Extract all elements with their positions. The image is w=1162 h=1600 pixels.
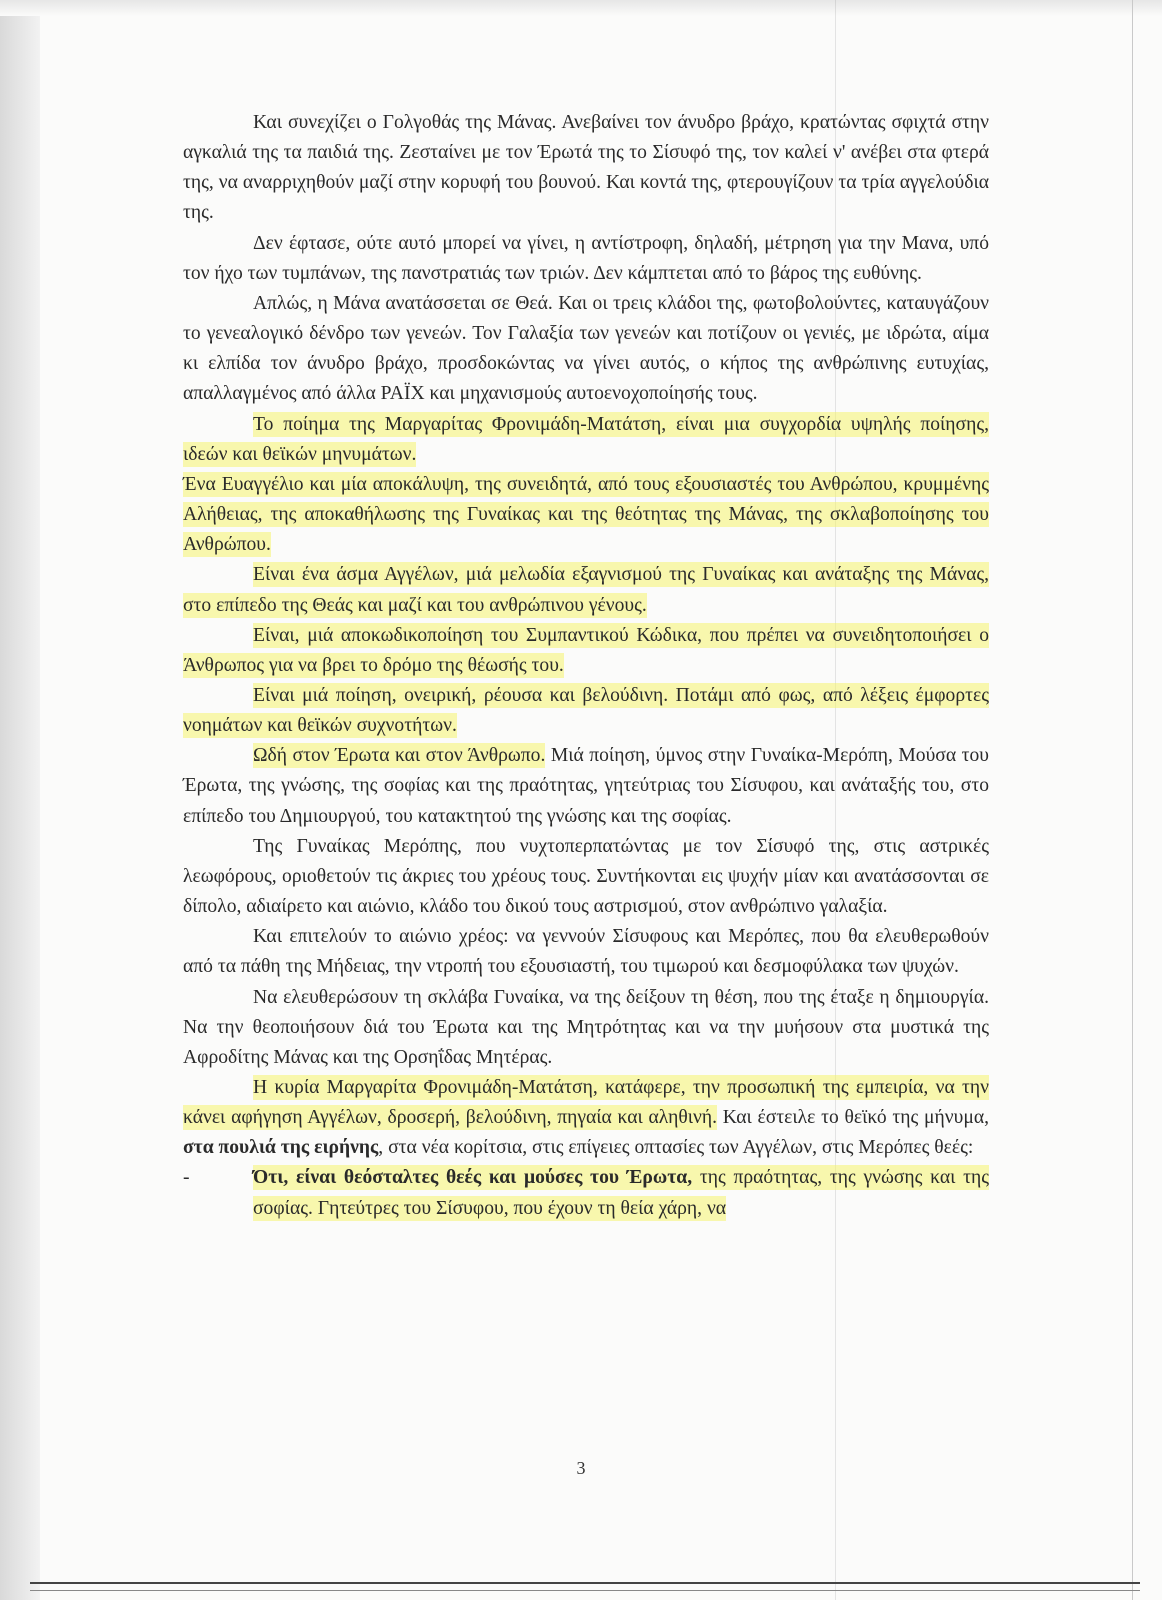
scan-shadow-top [0, 0, 1162, 16]
paragraph-2: Δεν έφτασε, ούτε αυτό μπορεί να γίνει, η αντίστροφη, δηλαδή, μέτρηση για την Μανα, υπό τον ήχο των τυμπάνων, της πανστρατιάς των τριών. Δεν κάμπτεται από το βάρος της ευθύνης. [183, 232, 989, 284]
paragraph-6 [183, 560, 989, 620]
bullet-marker: - [183, 1167, 190, 1189]
paragraph-4 [183, 410, 989, 470]
footer-rule [30, 1582, 1140, 1584]
paragraph-13-end: , στα νέα κορίτσια, στις επίγειες οπτασίες των Αγγέλων, στις Μερόπες θεές: [378, 1137, 974, 1159]
highlight: Είναι ένα άσμα Αγγέλων, μιά μελωδία εξαγνισμού της Γυναίκας και ανάταξης της Μάνας, στο επίπεδο της Θεάς και μαζί και του ανθρώπινου γένους. [183, 564, 989, 616]
scan-shadow-left [0, 0, 40, 1600]
highlight: Ένα Ευαγγέλιο και μία αποκάλυψη, της συνειδητά, από τους εξουσιαστές του Ανθρώπου, κρυμμένης Αλήθειας, της αποκαθήλωσης της Γυναίκας και της θεότητας της Μάνας, της σκλαβοποίησης του Ανθρώπου. [183, 473, 989, 556]
highlight: Η κυρία Μαργαρίτα Φρονιμάδη-Ματάτση, κατάφερε, την προσωπική της εμπειρία, να την κάνει αφήγηση Αγγέλων, δροσερή, βελούδινη, πηγαία και αληθινή. [183, 1077, 989, 1129]
document-body [183, 108, 989, 1224]
bullet-item [183, 1163, 989, 1223]
footer-rule-thin [30, 1590, 1140, 1591]
paragraph-9 [183, 741, 989, 831]
paragraph-11: Και επιτελούν το αιώνιο χρέος: να γεννούν Σίσυφους και Μερόπες, που θα ελευθερωθούν από τα πάθη της Μήδειας, την ντροπή του εξουσιαστή, του τιμωρού και δεσμοφύλακα των ψυχών. [183, 926, 989, 978]
paragraph-10: Της Γυναίκας Μερόπης, που νυχτοπερπατώντας με τον Σίσυφό της, στις αστρικές λεωφόρους, οριοθετούν τις άκριες του χρέους τους. Συντήκονται εις ψυχήν μίαν και ανατάσσονται σε δίπολο, αδιαίρετο και αιώνιο, κλάδο του δικού τους αστρισμού, στον ανθρώπινο γαλαξία. [183, 835, 989, 918]
paragraph-7 [183, 621, 989, 681]
bold-phrase: στα πουλιά της ειρήνης [183, 1137, 379, 1159]
paragraph-13-rest: Και έστειλε το θεϊκό της μήνυμα, [717, 1107, 989, 1129]
bullet-text: της πραότητας, της γνώσης και της σοφίας. Γητεύτρες του Σίσυφου, που έχουν τη θεία χάρη, να [253, 1167, 989, 1219]
highlight: Το ποίημα της Μαργαρίτας Φρονιμάδη-Ματάτση, είναι μια συγχορδία υψηλής ποίησης, ιδεών και θεϊκών μηνυμάτων. [183, 413, 989, 465]
paper-edge [1132, 0, 1133, 1600]
paragraph-12: Να ελευθερώσουν τη σκλάβα Γυναίκα, να της δείξουν τη θέση, που της έταξε η δημιουργία. Να την θεοποιήσουν διά του Έρωτα και της Μητρότητας και να την μυήσουν στα μυστικά της Αφροδίτης Μάνας και της Ορσηΐδας Μητέρας. [183, 986, 989, 1068]
bullet-bold-text: Ότι, είναι θεόσταλτες θεές και μούσες του Έρωτα, [253, 1167, 693, 1189]
paragraph-8 [183, 681, 989, 741]
page-number: 3 [576, 1458, 586, 1478]
highlight: Είναι, μιά αποκωδικοποίηση του Συμπαντικού Κώδικα, που πρέπει να συνειδητοποιήσει ο Άνθρωπος για να βρει το δρόμο της θέωσής του. [183, 624, 989, 676]
paragraph-3: Απλώς, η Μάνα ανατάσσεται σε Θεά. Και οι τρεις κλάδοι της, φωτοβολούντες, καταυγάζουν το γενεαλογικό δένδρο των γενεών. Τον Γαλαξία των γενεών και ποτίζουν οι γενιές, με ιδρώτα, αίμα κι ελπίδα τον άνυδρο βράχο, προσδοκώντας να γίνει αυτός, ο κήπος της ανθρώπινης ευτυχίας, απαλλαγμένος από άλλα ΡΑΪΧ και μηχανισμούς αυτοενοχοποίησής τους. [183, 292, 989, 405]
paragraph-9-rest: Μιά ποίηση, ύμνος στην Γυναίκα-Μερόπη, Μούσα του Έρωτα, της γνώσης, της σοφίας και της πραότητας, γητεύτριας του Σίσυφου, και ανάταξής του, στο επίπεδο του Δημιουργού, του κατακτητού της γνώσης και της σοφίας. [183, 745, 989, 827]
paragraph-5 [183, 470, 989, 560]
paragraph-13 [183, 1073, 989, 1163]
highlight: Είναι μιά ποίηση, ονειρική, ρέουσα και βελούδινη. Ποτάμι από φως, από λέξεις έμφορτες νοημάτων και θεϊκών συχνοτήτων. [183, 684, 989, 737]
highlight: Ωδή στον Έρωτα και στον Άνθρωπο. [253, 745, 546, 767]
paragraph-1: Και συνεχίζει ο Γολγοθάς της Μάνας. Ανεβαίνει τον άνυδρο βράχο, κρατώντας σφιχτά στην αγκαλιά της τα παιδιά της. Ζεσταίνει με τον Έρωτά της το Σίσυφό της, τον καλεί ν' ανέβει στα φτερά της, να αναρριχηθούν μαζί στην κορυφή του βουνού. Και κοντά της, φτερουγίζουν τα τρία αγγελούδια της. [183, 112, 989, 224]
